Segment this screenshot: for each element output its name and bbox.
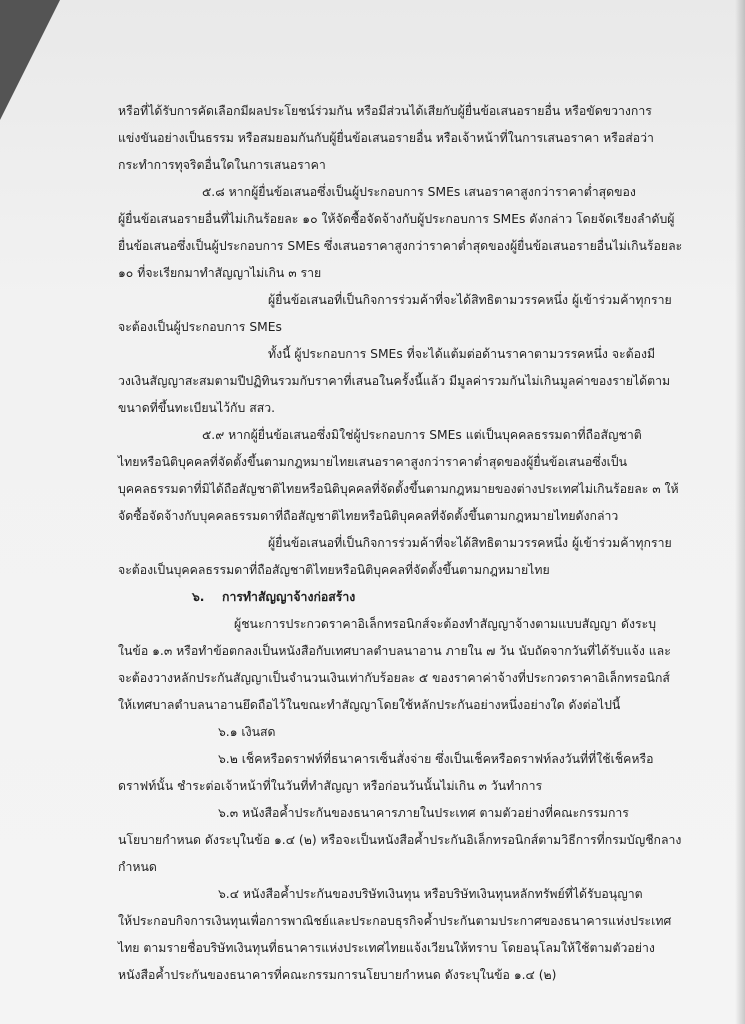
text-line: ผู้ยื่นข้อเสนอที่เป็นกิจการร่วมค้าที่จะได้สิทธิตามวรรคหนึ่ง ผู้เข้าร่วมค้าทุกราย [268,293,672,307]
text-line: จะต้องเป็นบุคคลธรรมดาที่ถือสัญชาติไทยหรือนิติบุคคลที่จัดตั้งขึ้นตามกฎหมายไทย [118,563,550,577]
text-line: ๑๐ ที่จะเรียกมาทำสัญญาไม่เกิน ๓ ราย [118,266,322,280]
text-line: ยื่นข้อเสนอซึ่งเป็นผู้ประกอบการ SMEs ซึ่งเสนอราคาสูงกว่าราคาต่ำสุดของผู้ยื่นข้อเสนอรายอื่นไม่เกินร้อยละ [118,239,683,253]
section-number: ๖. [192,590,205,604]
text-line: กำหนด [118,860,157,874]
text-line: ในข้อ ๑.๓ หรือทำข้อตกลงเป็นหนังสือกับเทศบาลตำบลนาอาน ภายใน ๗ วัน นับถัดจากวันที่ได้รับแจ้ง และ [118,644,671,658]
text-line: หรือที่ได้รับการคัดเลือกมีผลประโยชน์ร่วมกัน หรือมีส่วนได้เสียกับผู้ยื่นข้อเสนอรายอื่น หรือขัดขวางการ [118,104,652,118]
clause-6-1: ๖.๑ เงินสด [218,725,276,739]
text-line: วงเงินสัญญาสะสมตามปีปฏิทินรวมกับราคาที่เสนอในครั้งนี้แล้ว มีมูลค่ารวมกันไม่เกินมูลค่าของรายได้ตาม [118,374,671,388]
text-line: ดราฟท์นั้น ชำระต่อเจ้าหน้าที่ในวันที่ทำสัญญา หรือก่อนวันนั้นไม่เกิน ๓ วันทำการ [118,779,543,793]
text-line: ผู้ชนะการประกวดราคาอิเล็กทรอนิกส์จะต้องทำสัญญาจ้างตามแบบสัญญา ดังระบุ [234,617,657,631]
section-6-heading [118,584,708,611]
text-line: หนังสือค้ำประกันของธนาคารที่คณะกรรมการนโยบายกำหนด ดังระบุในข้อ ๑.๔ (๒) [118,968,557,982]
clause-5-9: ๕.๙ หากผู้ยื่นข้อเสนอซึ่งมิใช่ผู้ประกอบการ SMEs แต่เป็นบุคคลธรรมดาที่ถือสัญชาติ [202,428,642,442]
text-line: ผู้ยื่นข้อเสนอที่เป็นกิจการร่วมค้าที่จะได้สิทธิตามวรรคหนึ่ง ผู้เข้าร่วมค้าทุกราย [268,536,672,550]
text-line: ไทย ตามรายชื่อบริษัทเงินทุนที่ธนาคารแห่งประเทศไทยแจ้งเวียนให้ทราบ โดยอนุโลมให้ใช้ตามตัวอย่าง [118,941,655,955]
clause-6-4: ๖.๔ หนังสือค้ำประกันของบริษัทเงินทุน หรือบริษัทเงินทุนหลักทรัพย์ที่ได้รับอนุญาต [218,887,643,901]
text-line: บุคคลธรรมดาที่มิได้ถือสัญชาติไทยหรือนิติบุคคลที่จัดตั้งขึ้นตามกฎหมายของต่างประเทศไม่เกินร้อยละ ๓ ให้ [118,482,679,496]
text-line: กระทำการทุจริตอื่นใดในการเสนอราคา [118,158,326,172]
text-line: นโยบายกำหนด ดังระบุในข้อ ๑.๔ (๒) หรือจะเป็นหนังสือค้ำประกันอิเล็กทรอนิกส์ตามวิธีการที่กรมบัญชีกลาง [118,833,682,847]
clause-5-8: ๕.๘ หากผู้ยื่นข้อเสนอซึ่งเป็นผู้ประกอบการ SMEs เสนอราคาสูงกว่าราคาต่ำสุดของ [202,185,636,199]
section-title: การทำสัญญาจ้างก่อสร้าง [222,590,356,604]
clause-6-2: ๖.๒ เช็คหรือดราฟท์ที่ธนาคารเซ็นสั่งจ่าย ซึ่งเป็นเช็คหรือดราฟท์ลงวันที่ที่ใช้เช็คหรือ [218,752,654,766]
text-line: แข่งขันอย่างเป็นธรรม หรือสมยอมกันกับผู้ยื่นข้อเสนอรายอื่น หรือเจ้าหน้าที่ในการเสนอราคา หรือส่อว่า [118,131,654,145]
text-line: ทั้งนี้ ผู้ประกอบการ SMEs ที่จะได้แต้มต่อด้านราคาตามวรรคหนึ่ง จะต้องมี [268,347,656,361]
page-fold-shadow [0,0,60,120]
text-line: ให้เทศบาลตำบลนาอานยึดถือไว้ในขณะทำสัญญาโดยใช้หลักประกันอย่างหนึ่งอย่างใด ดังต่อไปนี้ [118,698,621,712]
text-line: จัดซื้อจัดจ้างกับบุคคลธรรมดาที่ถือสัญชาติไทยหรือนิติบุคคลที่จัดตั้งขึ้นตามกฎหมายไทยดังกล่าว [118,509,619,523]
text-line: ขนาดที่ขึ้นทะเบียนไว้กับ สสว. [118,401,276,415]
text-line: จะต้องวางหลักประกันสัญญาเป็นจำนวนเงินเท่ากับร้อยละ ๕ ของราคาค่าจ้างที่ประกวดราคาอิเล็กทรอนิกส์ [118,671,670,685]
text-line: ไทยหรือนิติบุคคลที่จัดตั้งขึ้นตามกฎหมายไทยเสนอราคาสูงกว่าราคาต่ำสุดของผู้ยื่นข้อเสนอซึ่งเป็น [118,455,627,469]
text-line: ผู้ยื่นข้อเสนอรายอื่นที่ไม่เกินร้อยละ ๑๐ ให้จัดซื้อจัดจ้างกับผู้ประกอบการ SMEs ดังกล่าว โดยจัดเรียงลำดับผู้ [118,212,675,226]
document-body [118,98,708,989]
page-edge-shadow [735,0,745,1024]
text-line: จะต้องเป็นผู้ประกอบการ SMEs [118,320,282,334]
text-line: ให้ประกอบกิจการเงินทุนเพื่อการพาณิชย์และประกอบธุรกิจค้ำประกันตามประกาศของธนาคารแห่งประเทศ [118,914,672,928]
clause-6-3: ๖.๓ หนังสือค้ำประกันของธนาคารภายในประเทศ ตามตัวอย่างที่คณะกรรมการ [218,806,629,820]
